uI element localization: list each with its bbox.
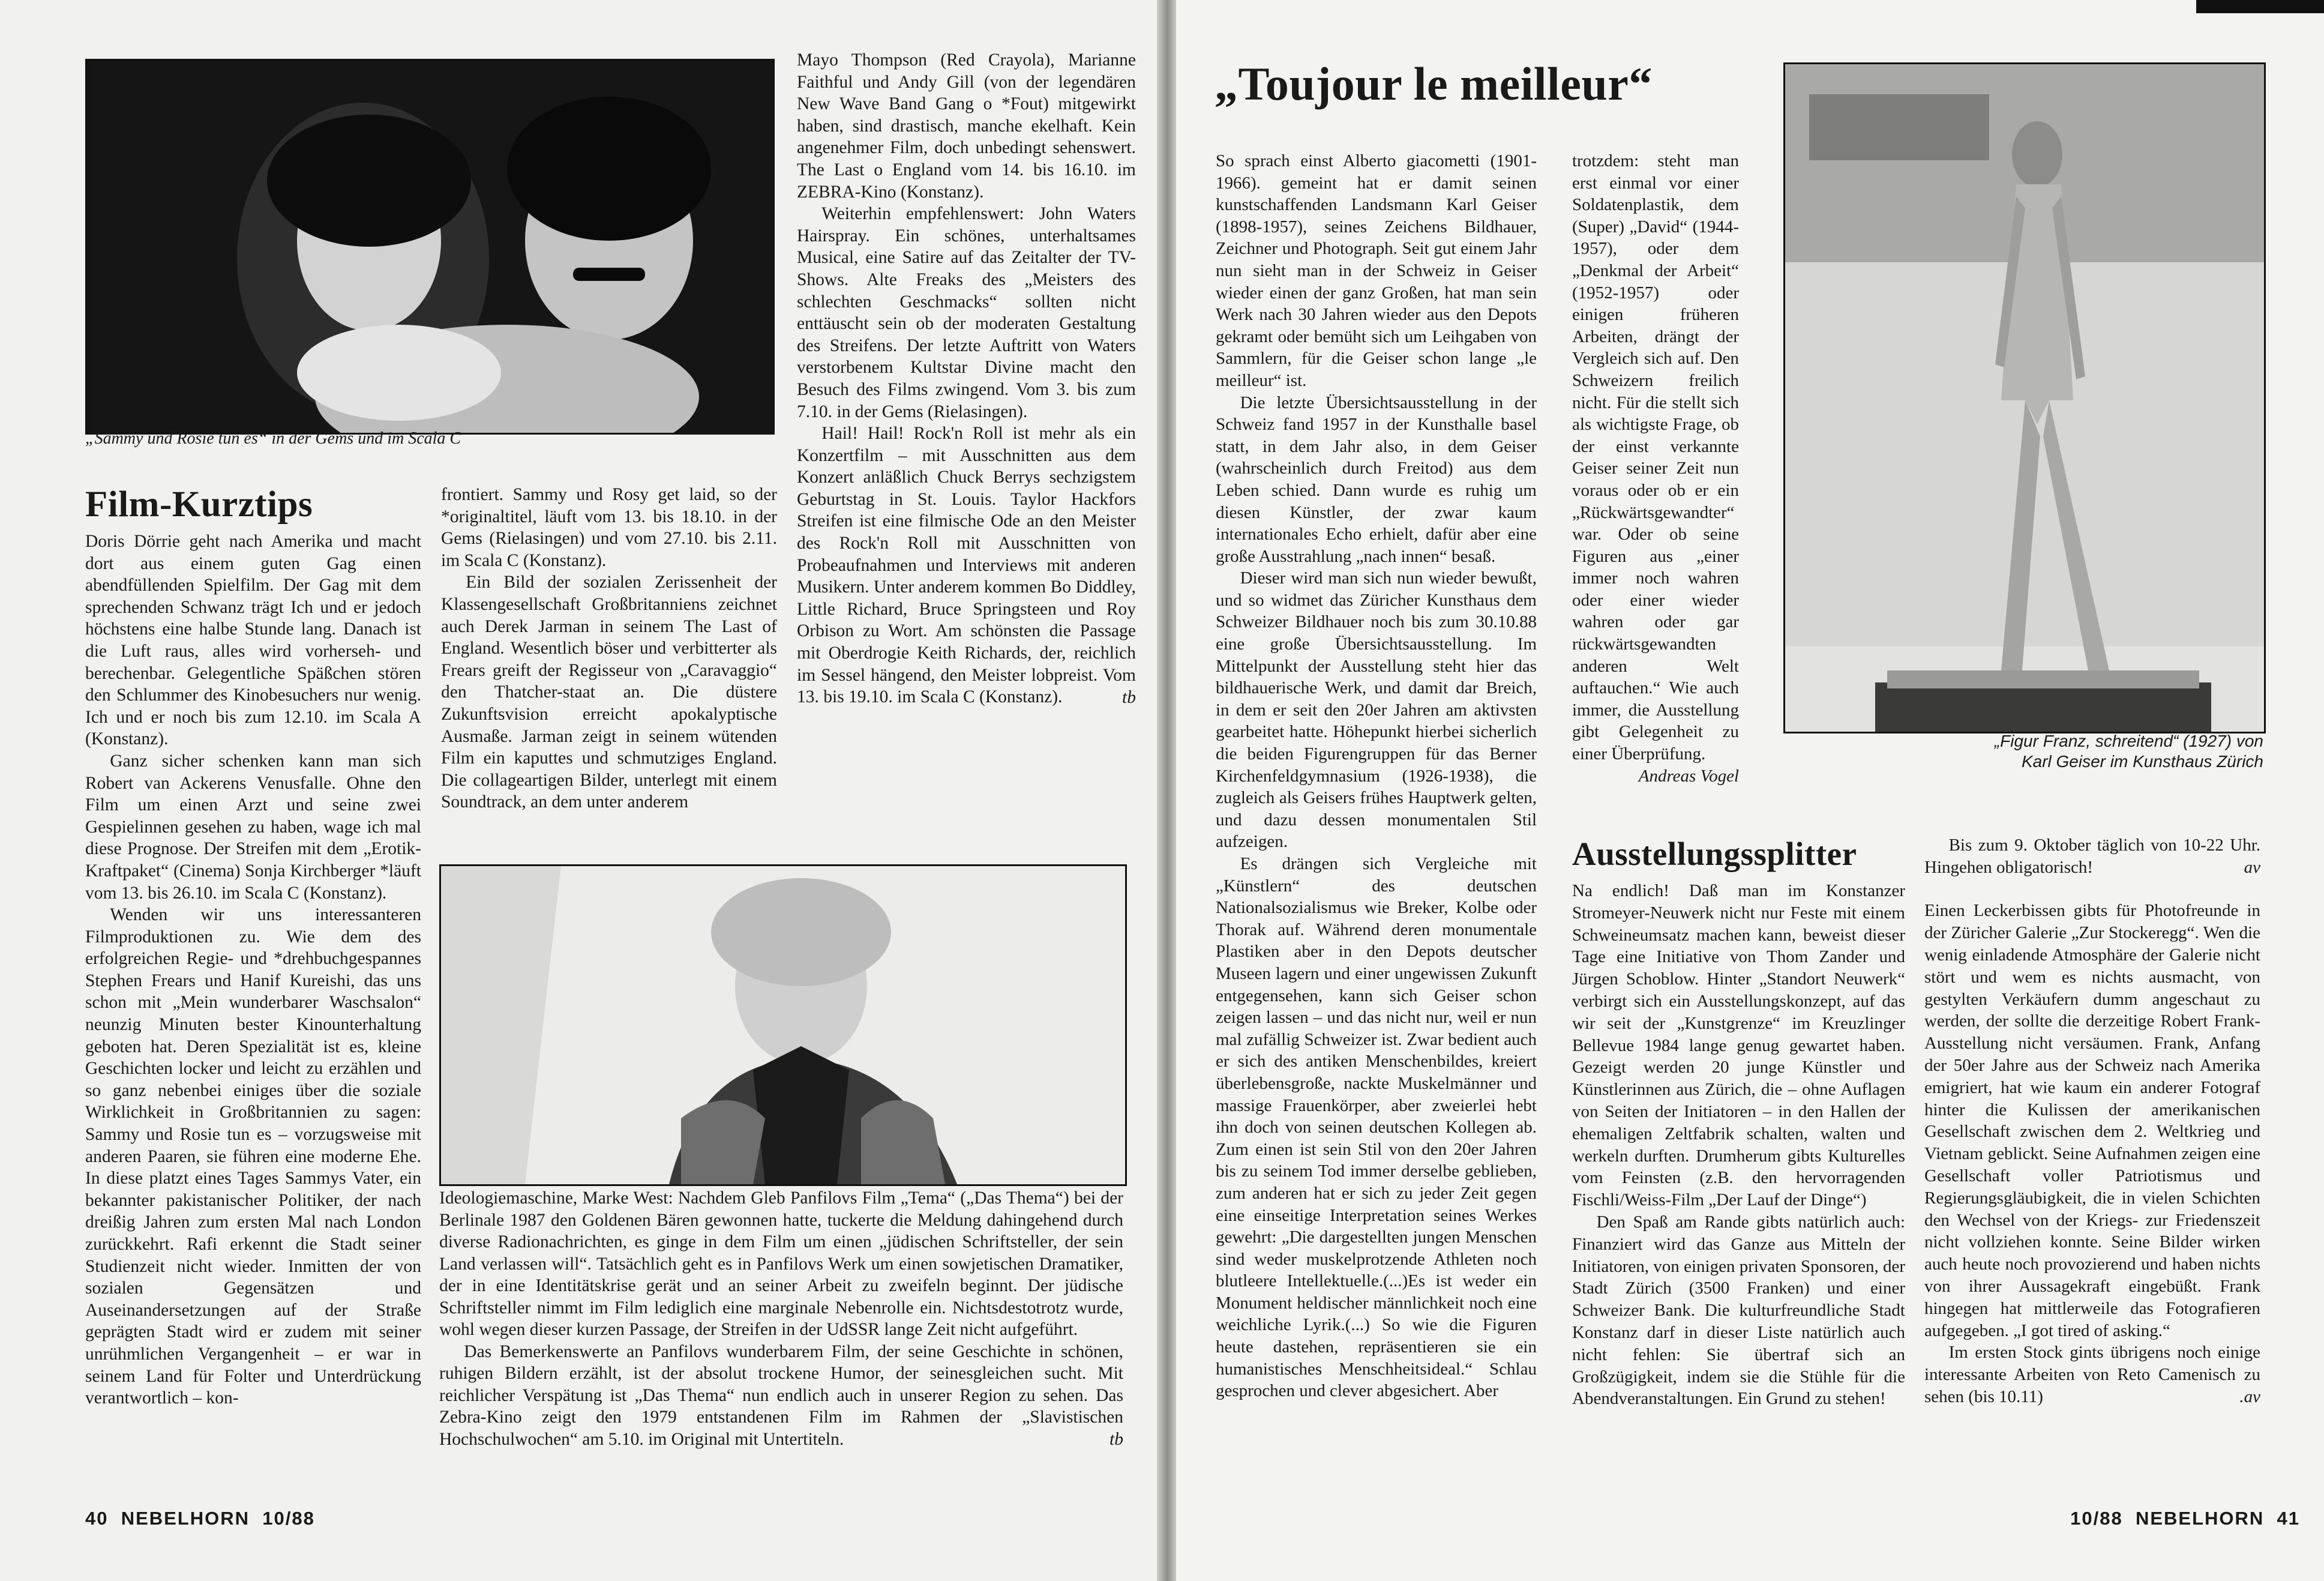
author-signature: av — [2244, 857, 2260, 877]
paragraph: Dieser wird man sich nun wieder bewußt, und so widmet das Züricher Kunsthaus dem Schweizer Bildhauer noch bis zum 30.10.88 eine große Übersichtsausstellung. Im Mittelpunkt der Ausstellung steht hier das bildhauerische Werk, und damit dar Breich, in dem er seit den 20er Jahren am aktivsten gearbeitet hatte. Höhepunkt hierbei sicherlich die beiden Figurengruppen für das Berner Kirchenfeldgymnasium (1926-1938), die zugleich als Geisers frühes Hauptwerk gelten, und dazu dessen monumentalen Stil aufzeigen. — [1216, 568, 1537, 852]
sculpture-photo-image — [1785, 64, 2264, 732]
paragraph: So sprach einst Alberto giacometti (1901-1966). gemeint hat er damit seinen kunstschaffenden Landsmann Karl Geiser (1898-1957), seines Zeichens Bildhauer, Zeichner und Photograph. Seit gut einem Jahr nun sieht man in der Schweiz in Geiser wieder einen der ganz Großen, hat man sein Werk nach 30 Jahren wieder aus den Depots gekramt oder bemüht sich um Leihgaben von Sammlern, für die Geiser schon lange „le meilleur“ ist. — [1216, 151, 1537, 390]
tema-review-text — [439, 1187, 1123, 1451]
geiser-article-column-2 — [1572, 150, 1739, 787]
top-dark-strip — [2196, 0, 2324, 13]
paragraph: Ideologiemaschine, Marke West: Nachdem Gleb Panfilovs Film „Tema“ („Das Thema“) bei der Berlinale 1987 den Goldenen Bären gewonnen hatte, tuckerte die Meldung dahingehend durch diverse Radionachrichten, es ginge in dem Film um einen „jüdischen Schriftsteller, der sein Land verlassen will“. Tatsächlich geht es in Panfilovs Werk um einen sowjetischen Dramatiker, der in eine Identitätskrise gerät und an seiner Arbeit zu zweifeln beginnt. Der jüdische Schriftsteller nimmt im Film lediglich eine marginale Nebenrolle ein. Nichtsdestotrotz wurde, wohl wegen dieser kurzen Passage, der Streifen in der UdSSR lange Zeit nicht aufgeführt. — [439, 1188, 1123, 1339]
paragraph: Es drängen sich Vergleiche mit „Künstlern“ des deutschen Nationalsozialismus wie Breker, Kolbe oder Thorak auf. Während deren monumentale Plastiken aber in den Depots deutscher Museen lagern und einer ungewissen Zukunft entgegensehen, kann sich Geiser schon zeigen lassen – und das nicht nur, weil er nun mal zufällig Schweizer ist. Zwar bedient auch er sich des antiken Menschenbildes, kreiert überlebensgroße, nackte Muskelmänner und massige Frauenkörper, aber zweierlei hebt ihn doch von seinen deutschen Kollegen ab. Zum einen ist sein Stil von den 20er Jahren bis zu seinem Tod immer derselbe geblieben, zum anderen hat er sich zu jeder Zeit gegen eine einseitige Interpretation seines Werkes gewehrt: „Die dargestellten jungen Menschen sind weder muskelprotzende Athleten noch blutleere Intellektuelle.(...)Es ist weder ein Monument heldischer männlichkeit noch eine weichliche Lyrik.(...) So wie die Figuren heute dastehen, repräsentieren sie ein humanistisches Menschheitsideal.“ Schlau gesprochen und clever abgesichert. Aber — [1216, 854, 1537, 1401]
caption-line-2: Karl Geiser im Kunsthaus Zürich — [2021, 752, 2263, 771]
author-signature: Andreas Vogel — [1638, 766, 1739, 786]
woman-fur-photo — [439, 864, 1127, 1186]
paragraph: Im ersten Stock gints übrigens noch einige interessante Arbeiten von Reto Camenisch zu sehen (bis 10.11) — [1924, 1343, 2260, 1406]
paragraph: Mayo Thompson (Red Crayola), Marianne Faithful und Andy Gill (von der legendären New Wave Band Gang o *Fout) mitgewirkt haben, sind drastisch, manche ekelhaft. Kein angenehmer Film, doch unbedingt sehenswert. The Last o England vom 14. bis 16.10. im ZEBRA-Kino (Konstanz). — [797, 50, 1136, 202]
film-kurztips-column-2 — [441, 484, 777, 813]
paragraph: Doris Dörrie geht nach Amerika und macht dort aus einem guten Gag einen abendfüllenden Spielfilm. Der Gag mit dem sprechenden Schwanz trägt Ich und er jedoch höchstens eine halbe Stunde lang. Danach ist die Luft raus, alles wird vorherseh- und berechenbar. Gelegentliche Späßchen stören den Schlummer des Kinobesuchers nur wenig. Ich und er noch bis zum 12.10. im Scala A (Konstanz). — [85, 532, 421, 749]
ausstellungssplitter-column-2 — [1924, 834, 2260, 1408]
author-signature: tb — [1109, 1430, 1123, 1449]
paragraph: Bis zum 9. Oktober täglich von 10-22 Uhr. Hingehen obligatorisch! — [1924, 836, 2260, 877]
right-page — [1176, 0, 2324, 1581]
couple-photo-caption: „Sammy und Rosie tun es“ in der Gems und im Scala C — [85, 429, 461, 448]
sculpture-photo — [1783, 62, 2266, 733]
woman-photo-image — [441, 866, 1125, 1184]
film-kurztips-column-3 — [797, 49, 1136, 708]
paragraph: Wenden wir uns interessanteren Filmproduktionen zu. Wie dem des erfolgreichen Regie- und *drehbuchgespannes Stephen Frears und Hanif Kureishi, das uns schon mit „Mein wunderbarer Waschsalon“ neunzig Minuten bester Kinounterhaltung geboten hat. Deren Spezialität ist es, kleine Geschichten locker und leicht zu erzählen und so ganz nebenbei einiges über die soziale Wirklichkeit in Großbritannien zu sagen: Sammy und Rosie tun es – vorzugsweise mit anderen Paaren, sie führen eine moderne Ehe. In diese platzt eines Tages Sammys Vater, ein bekannter pakistanischer Politiker, der nach dreißig Jahren zum ersten Mal nach London zurückkehrt. Rafi erkennt die Stadt seiner Studienzeit nicht wieder. Inmitten der von sozialen Gegensätzen und Auseinandersetzungen auf der Straße geprägten Stadt wird er zudem mit seiner unrühmlichen Vergangenheit – er war in seinem Land für Folter und Unterdrückung verantwortlich – kon- — [85, 905, 421, 1408]
paragraph: Ganz sicher schenken kann man sich Robert van Ackerens Venusfalle. Ohne den Film um einen Arzt und seine zwei Gespielinnen gesehen zu haben, wage ich mal diese Prognose. Der Streifen mit dem „Erotik-Kraftpaket“ (Cinema) Sonja Kirchberger *läuft vom 13. bis 26.10. im Scala C (Konstanz). — [85, 751, 421, 903]
author-signature: .av — [2239, 1387, 2260, 1406]
author-signature: tb — [1122, 687, 1136, 707]
toujour-headline: „Toujour le meilleur“ — [1215, 58, 1653, 110]
paragraph: Weiterhin empfehlenswert: John Waters Hairspray. Ein schönes, unterhaltsames Musical, eine Satire auf das Zeitalter der TV-Shows. Alte Freaks des „Meisters des schlechten Geschmacks“ sollten nicht enttäuscht sein ob der moderaten Gestaltung des Streifens. Der letzte Auftritt von Waters verstorbenem Kultstar Divine macht den Besuch des Films zwingend. Vom 3. bis zum 7.10. in der Gems (Rielasingen). — [797, 204, 1136, 421]
paragraph: Die letzte Übersichtsausstellung in der Schweiz fand 1957 in der Kunsthalle basel statt, in dem Jahr also, in dem Geiser (wahrscheinlich durch Freitod) aus dem Leben schied. Dann wurde es ruhig um diesen Künstler, der zwar kaum internationales Echo erhielt, dafür aber eine große Ausstrahlung „nach innen“ besaß. — [1216, 393, 1537, 566]
ausstellungssplitter-headline: Ausstellungssplitter — [1572, 836, 1857, 872]
paragraph: Das Bemerkenswerte an Panfilovs wunderbarem Film, der seine Geschichte in schönen, ruhigen Bildern erzählt, ist der absolut trockene Humor, der seinesgleichen sucht. Mit reichlicher Verspätung ist „Das Thema“ nun endlich auch in unserer Region zu sehen. Das Zebra-Kino zeigt den 1979 entstandenen Film im Rahmen der „Slavistischen Hochschulwochen“ am 5.10. im Original mit Untertiteln. — [439, 1342, 1123, 1449]
paragraph: Einen Leckerbissen gibts für Photofreunde in der Züricher Galerie „Zur Stockeregg“. Wen die wenig einladende Atmosphäre der Galerie nicht stört und wem es nichts ausmacht, von gestylten Verkäufern dumm angeschaut zu werden, der sollte die derzeitige Robert Frank-Ausstellung nicht versäumen. Frank, Anfang der 50er Jahre aus der Schweiz nach Amerika emigriert, hat wie kaum ein anderer Fotograf hinter die Kulissen der amerikanischen Gesellschaft zwischen dem 2. Weltkrieg und Vietnam geblickt. Seine Aufnahmen zeigen eine Gesellschaft voller Patriotismus und Regierungsgläubigkeit, die in vielen Schichten den Wechsel von der Kriegs- zur Friedenszeit nicht vollziehen konnte. Seine Bilder wirken auch heute noch provozierend und haben nichts von ihrer Aussagekraft eingebüßt. Frank hingegen hat mittlerweile das Fotografieren aufgegeben. „I got tired of asking.“ — [1924, 901, 2260, 1340]
film-kurztips-headline: Film-Kurztips — [85, 484, 313, 525]
couple-portrait-photo — [85, 59, 775, 435]
film-kurztips-column-1 — [85, 531, 421, 1409]
couple-photo-image — [87, 61, 773, 433]
ausstellungssplitter-column-1 — [1572, 880, 1905, 1410]
page-folio-right: 10/88 NEBELHORN 41 — [2070, 1508, 2300, 1529]
sculpture-photo-caption — [1783, 731, 2263, 772]
left-page — [0, 0, 1157, 1581]
geiser-article-column-1 — [1216, 150, 1537, 1402]
paragraph: frontiert. Sammy und Rosy get laid, so der *originaltitel, läuft vom 13. bis 18.10. in der Gems (Rielasingen) und vom 27.10. bis 2.11. im Scala C (Konstanz). — [441, 485, 777, 570]
paragraph: Hail! Hail! Rock'n Roll ist mehr als ein Konzertfilm – mit Ausschnitten aus dem Konzert anläßlich Chuck Berrys sechzigstem Geburtstag in St. Louis. Taylor Hackfors Streifen ist eine filmische Ode an den Meister des Rock'n Roll mit Ausschnitten von Probeaufnahmen und Interviews mit anderen Musikern. Unter anderem kommen Bo Diddley, Little Richard, Bruce Springsteen und Roy Orbison zu Wort. Am schönsten die Passage mit Oberdrogie Keith Richards, der, reichlich im Sessel hängend, den Meister lobpreist. Vom 13. bis 19.10. im Scala C (Konstanz). — [797, 424, 1136, 707]
page-folio-left: 40 NEBELHORN 10/88 — [85, 1508, 315, 1529]
paragraph: trotzdem: steht man erst einmal vor einer Soldatenplastik, dem (Super) „David“ (1944-1957), oder dem „Denkmal der Arbeit“ (1952-1957) oder einigen früheren Arbeiten, drängt der Vergleich sich auf. Den Schweizern freilich nicht. Für die stellt sich als wichtigste Frage, ob der einst verkannte Geiser seiner Zeit nun voraus oder ob er ein „Rückwärtsgewandter“ war. Oder ob seine Figuren aus „einer immer noch wahren oder einer wieder wahren oder gar rückwärtsgewandten anderen Welt auftauchen.“ Wie auch immer, die Ausstellung gibt Gelegenheit zu einer Überprüfung. — [1572, 151, 1739, 764]
paragraph: Na endlich! Daß man im Konstanzer Stromeyer-Neuwerk nicht nur Feste mit einem Schweineumsatz machen kann, beweist dieser Tage eine Initiative von Thom Zander und Jürgen Schoblow. Hinter „Standort Neuwerk“ verbirgt sich ein Ausstellungskonzept, auf das wir seit der „Kunstgrenze“ im Kreuzlinger Bellevue 1984 lange genug gewartet haben. Gezeigt werden 20 junge Künstler und Künstlerinnen aus Zürich, die – ohne Auflagen von Seiten der Initiatoren – in den Hallen der ehemaligen Zeltfabrik schalten, walten und werkeln durften. Drumherum gibts Kulturelles vom Feinsten (z.B. den hervorragenden Fischli/Weiss-Film „Der Lauf der Dinge“) — [1572, 881, 1905, 1210]
caption-line-1: „Figur Franz, schreitend“ (1927) von — [1994, 732, 2263, 750]
paragraph: Den Spaß am Rande gibts natürlich auch: Finanziert wird das Ganze aus Mitteln der Initiatoren, von einigen privaten Sponsoren, der Stadt Zürich (3500 Franken) und einer Schweizer Bank. Die kulturfreundliche Stadt Konstanz darf in dieser Liste natürlich auch nicht fehlen: Sie übertraf sich an Großzügigkeit, indem sie die Stühle für die Abendveranstaltungen. Ein Grund zu stehen! — [1572, 1212, 1905, 1409]
paragraph: Ein Bild der sozialen Zerissenheit der Klassengesellschaft Großbritanniens zeichnet auch Derek Jarman in seinem The Last of England. Wesentlich böser und verbitterter als Frears greift der Regisseur von „Caravaggio“ den Thatcher-staat an. Die düstere Zukunftsvision erreicht apokalyptische Ausmaße. Jarman zeigt in seinem wütenden Film ein kaputtes und schmutziges England. Die collageartigen Bilder, unterlegt mit einem Soundtrack, an dem unter anderem — [441, 573, 777, 812]
page-gutter — [1157, 0, 1176, 1581]
